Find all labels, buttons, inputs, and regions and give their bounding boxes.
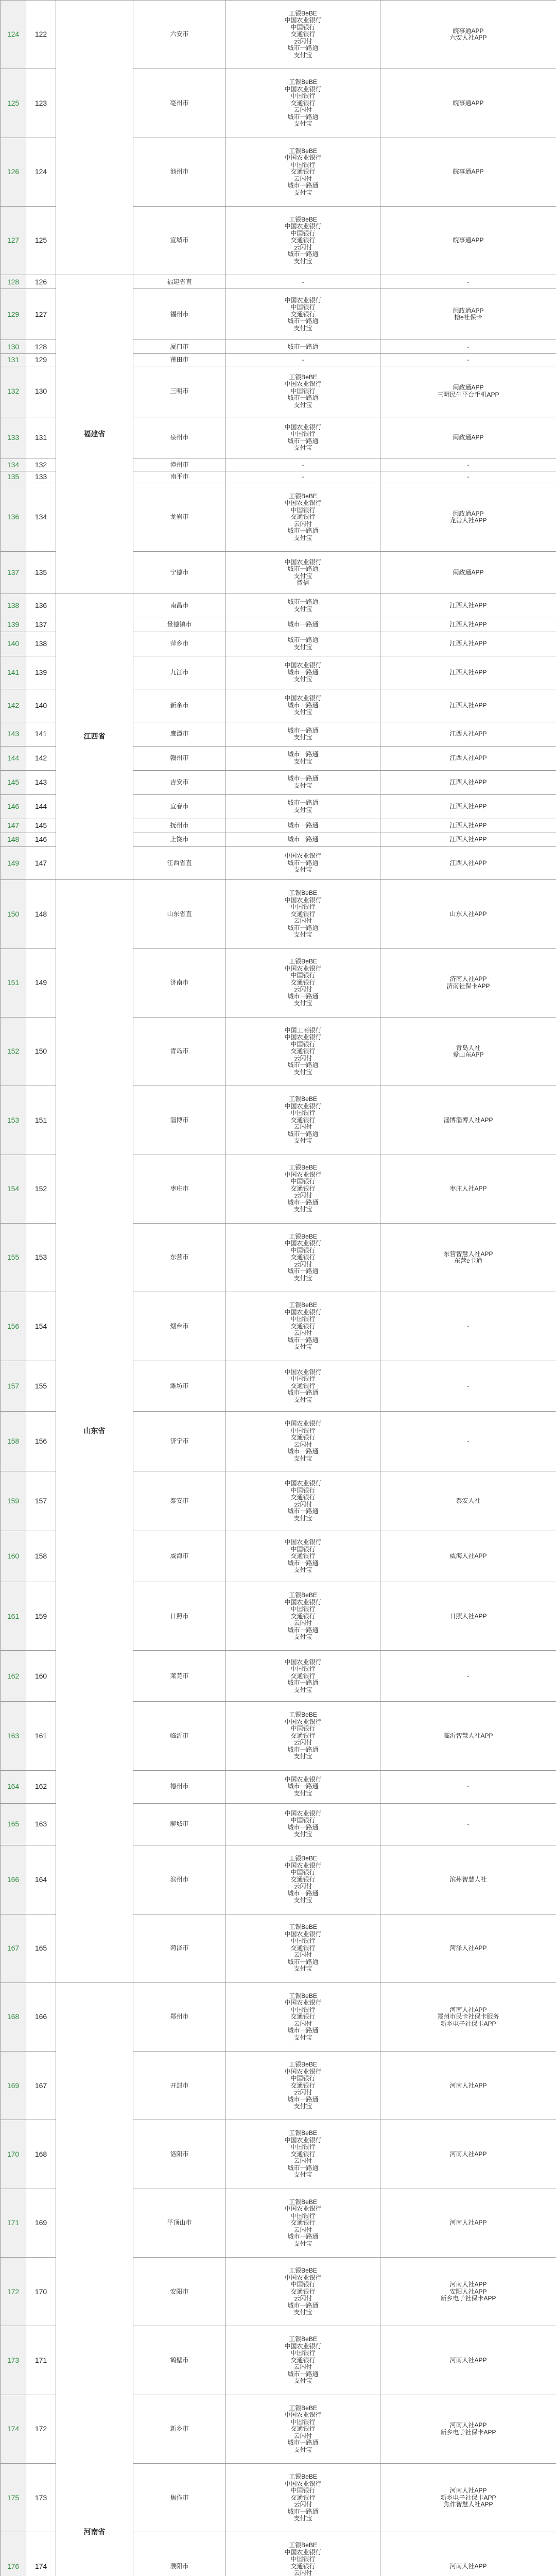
sequence-cell: 153 [26, 1223, 56, 1292]
channels-cell: 城市一路通 [225, 833, 380, 847]
city-cell: 郑州市 [133, 1982, 226, 2052]
app-cell: 威海人社APP [380, 1531, 556, 1582]
row-header[interactable]: 137 [0, 551, 26, 594]
app-cell: - [380, 1803, 556, 1845]
row-header[interactable]: 144 [0, 746, 26, 771]
sequence-cell: 139 [26, 656, 56, 689]
city-cell: 厦门市 [133, 340, 226, 354]
city-cell: 滨州市 [133, 1845, 226, 1914]
sequence-cell: 156 [26, 1411, 56, 1471]
row-header[interactable]: 160 [0, 1531, 26, 1582]
channels-cell: 中国农业银行 中国银行 城市一路通 支付宝 [225, 417, 380, 459]
city-cell: 漳州市 [133, 459, 226, 471]
row-header[interactable]: 130 [0, 340, 26, 354]
city-cell: 莱芜市 [133, 1650, 226, 1702]
row-header[interactable]: 155 [0, 1223, 26, 1292]
row-header[interactable]: 143 [0, 722, 26, 747]
sequence-cell: 164 [26, 1845, 56, 1914]
channels-cell: 工银BeBE 中国农业银行 中国银行 交通银行 云闪付 [225, 2532, 380, 2576]
app-cell: - [380, 1650, 556, 1702]
sequence-cell: 150 [26, 1017, 56, 1086]
sequence-cell: 163 [26, 1803, 56, 1845]
channels-cell: 工银BeBE 中国农业银行 中国银行 交通银行 云闪付 城市一路通 支付宝 [225, 1223, 380, 1292]
sequence-cell: 174 [26, 2532, 56, 2576]
channels-cell: 中国农业银行 中国银行 交通银行 云闪付 城市一路通 支付宝 [225, 1471, 380, 1531]
row-header[interactable]: 126 [0, 138, 26, 207]
row-header[interactable]: 153 [0, 1086, 26, 1155]
row-header[interactable]: 140 [0, 632, 26, 656]
app-cell: 皖事通APP 六安人社APP [380, 0, 556, 69]
channels-cell: 城市一路通 支付宝 [225, 594, 380, 618]
channels-cell: - [225, 353, 380, 366]
app-cell: 河南人社APP [380, 2120, 556, 2189]
row-header[interactable]: 176 [0, 2532, 26, 2576]
row-header[interactable]: 154 [0, 1155, 26, 1224]
app-cell: 江西人社APP [380, 656, 556, 689]
channels-cell: 工银BeBE 中国农业银行 中国银行 交通银行 云闪付 城市一路通 支付宝 [225, 879, 380, 948]
sequence-cell: 123 [26, 69, 56, 138]
row-header[interactable]: 131 [0, 353, 26, 366]
app-cell: 江西人社APP [380, 722, 556, 747]
app-cell: - [380, 1361, 556, 1412]
app-cell: - [380, 471, 556, 483]
row-header[interactable]: 174 [0, 2395, 26, 2464]
city-cell: 潍坊市 [133, 1361, 226, 1412]
app-cell: 江西人社APP [380, 770, 556, 795]
city-cell: 济宁市 [133, 1411, 226, 1471]
row-header[interactable]: 161 [0, 1582, 26, 1651]
channels-cell: 中国农业银行 中国银行 交通银行 城市一路通 支付宝 [225, 1361, 380, 1412]
sequence-cell: 158 [26, 1531, 56, 1582]
city-cell: 威海市 [133, 1531, 226, 1582]
channels-cell: 工银BeBE 中国农业银行 中国银行 城市一路通 支付宝 [225, 366, 380, 417]
sequence-cell: 134 [26, 483, 56, 552]
sequence-cell: 154 [26, 1292, 56, 1361]
app-cell: 东营智慧人社APP 东营e卡通 [380, 1223, 556, 1292]
row-header[interactable]: 124 [0, 0, 26, 69]
row-header[interactable]: 145 [0, 770, 26, 795]
city-cell: 山东省直 [133, 879, 226, 948]
city-cell: 洛阳市 [133, 2120, 226, 2189]
row-header[interactable]: 163 [0, 1701, 26, 1770]
app-cell: 河南人社APP [380, 2326, 556, 2395]
row-header[interactable]: 139 [0, 618, 26, 632]
app-cell: 淄博淄博人社APP [380, 1086, 556, 1155]
sequence-cell: 166 [26, 1982, 56, 2052]
city-cell: 菏泽市 [133, 1914, 226, 1983]
channels-cell: 工银BeBE 中国农业银行 中国银行 交通银行 云闪付 城市一路通 支付宝 [225, 0, 380, 69]
app-cell: 菏泽人社APP [380, 1914, 556, 1983]
app-cell: - [380, 1292, 556, 1361]
row-header[interactable]: 157 [0, 1361, 26, 1412]
channels-cell: 城市一路通 [225, 340, 380, 354]
row-header[interactable]: 173 [0, 2326, 26, 2395]
city-cell: 平顶山市 [133, 2189, 226, 2258]
channels-cell: 工银BeBE 中国农业银行 中国银行 交通银行 云闪付 城市一路通 支付宝 [225, 1982, 380, 2052]
city-cell: 南平市 [133, 471, 226, 483]
sequence-cell: 130 [26, 366, 56, 417]
row-header[interactable]: 129 [0, 289, 26, 340]
app-cell: 江西人社APP [380, 594, 556, 618]
app-cell: 日照人社APP [380, 1582, 556, 1651]
app-cell: 皖事通APP [380, 206, 556, 275]
city-cell: 濮阳市 [133, 2532, 226, 2576]
sequence-cell: 127 [26, 289, 56, 340]
channels-cell: 中国农业银行 城市一路通 支付宝 [225, 689, 380, 722]
sequence-cell: 128 [26, 340, 56, 354]
sequence-cell: 161 [26, 1701, 56, 1770]
city-cell: 新余市 [133, 689, 226, 722]
channels-cell: 工银BeBE 中国农业银行 中国银行 交通银行 云闪付 城市一路通 支付宝 [225, 1914, 380, 1983]
province-cell: 河南省 [56, 1982, 133, 2576]
sequence-cell: 129 [26, 353, 56, 366]
app-cell: 河南人社APP 安阳人社APP 新乡电子社保卡APP [380, 2257, 556, 2326]
row-header[interactable]: 141 [0, 656, 26, 689]
row-header[interactable]: 166 [0, 1845, 26, 1914]
app-cell: 皖事通APP [380, 138, 556, 207]
city-cell: 景德镇市 [133, 618, 226, 632]
city-cell: 宜春市 [133, 794, 226, 819]
row-header[interactable]: 172 [0, 2257, 26, 2326]
row-header[interactable]: 138 [0, 594, 26, 618]
city-cell: 枣庄市 [133, 1155, 226, 1224]
city-cell: 宁德市 [133, 551, 226, 594]
row-header[interactable]: 147 [0, 819, 26, 833]
sequence-cell: 122 [26, 0, 56, 69]
channels-cell: 城市一路通 [225, 819, 380, 833]
city-cell: 龙岩市 [133, 483, 226, 552]
app-cell: - [380, 353, 556, 366]
city-cell: 淄博市 [133, 1086, 226, 1155]
city-cell: 亳州市 [133, 69, 226, 138]
city-cell: 江西省直 [133, 846, 226, 880]
app-cell: 江西人社APP [380, 819, 556, 833]
sequence-cell: 145 [26, 819, 56, 833]
sequence-cell: 144 [26, 794, 56, 819]
city-cell: 聊城市 [133, 1803, 226, 1845]
sequence-cell: 170 [26, 2257, 56, 2326]
city-cell: 鹰潭市 [133, 722, 226, 747]
row-header[interactable]: 170 [0, 2120, 26, 2189]
sequence-cell: 152 [26, 1155, 56, 1224]
sequence-cell: 162 [26, 1770, 56, 1804]
app-cell: - [380, 1770, 556, 1804]
app-cell: 闽政通APP 三明民生平台手机APP [380, 366, 556, 417]
row-header[interactable]: 175 [0, 2463, 26, 2532]
row-header[interactable]: 127 [0, 206, 26, 275]
channels-cell: - [225, 275, 380, 289]
city-cell: 三明市 [133, 366, 226, 417]
channels-cell: 工银BeBE 中国农业银行 中国银行 交通银行 云闪付 城市一路通 支付宝 [225, 2257, 380, 2326]
sequence-cell: 171 [26, 2326, 56, 2395]
app-cell: 枣庄人社APP [380, 1155, 556, 1224]
sequence-cell: 146 [26, 833, 56, 847]
city-cell: 南昌市 [133, 594, 226, 618]
province-cell: 山东省 [56, 879, 133, 1983]
app-cell: - [380, 275, 556, 289]
app-cell: 山东人社APP [380, 879, 556, 948]
city-cell: 泉州市 [133, 417, 226, 459]
city-cell: 吉安市 [133, 770, 226, 795]
channels-cell: 工银BeBE 中国农业银行 中国银行 交通银行 云闪付 城市一路通 支付宝 [225, 1292, 380, 1361]
channels-cell: 工银BeBE 中国农业银行 中国银行 交通银行 云闪付 城市一路通 支付宝 [225, 1582, 380, 1651]
app-cell: 济南人社APP 济南社保卡APP [380, 948, 556, 1018]
channels-cell: 工银BeBE 中国农业银行 中国银行 交通银行 云闪付 城市一路通 支付宝 [225, 1701, 380, 1770]
row-header[interactable]: 133 [0, 417, 26, 459]
app-cell: 河南人社APP [380, 2532, 556, 2576]
sequence-cell: 169 [26, 2189, 56, 2258]
row-header[interactable]: 148 [0, 833, 26, 847]
row-header[interactable]: 164 [0, 1770, 26, 1804]
app-cell: 青岛人社 爱山东APP [380, 1017, 556, 1086]
channels-cell: 中国农业银行 城市一路通 支付宝 微信 [225, 551, 380, 594]
channels-cell: 中国农业银行 中国银行 交通银行 城市一路通 支付宝 [225, 289, 380, 340]
row-header[interactable]: 125 [0, 69, 26, 138]
app-cell: 江西人社APP [380, 746, 556, 771]
province-cell: 福建省 [56, 275, 133, 594]
channels-cell: 工银BeBE 中国农业银行 中国银行 交通银行 云闪付 城市一路通 支付宝 [225, 206, 380, 275]
city-cell: 六安市 [133, 0, 226, 69]
app-cell: 江西人社APP [380, 618, 556, 632]
city-cell: 抚州市 [133, 819, 226, 833]
city-cell: 新乡市 [133, 2395, 226, 2464]
app-cell: 滨州智慧人社 [380, 1845, 556, 1914]
sequence-cell: 149 [26, 948, 56, 1018]
city-cell: 安阳市 [133, 2257, 226, 2326]
channels-cell: 中国农业银行 城市一路通 支付宝 [225, 656, 380, 689]
channels-cell: - [225, 471, 380, 483]
row-header[interactable]: 135 [0, 471, 26, 483]
sequence-cell: 138 [26, 632, 56, 656]
app-cell: - [380, 340, 556, 354]
row-header[interactable]: 146 [0, 794, 26, 819]
app-cell: 江西人社APP [380, 632, 556, 656]
app-cell: 泰安人社 [380, 1471, 556, 1531]
channels-cell: 中国农业银行 中国银行 交通银行 云闪付 城市一路通 支付宝 [225, 1411, 380, 1471]
sequence-cell: 131 [26, 417, 56, 459]
province-cell-blank [56, 0, 133, 275]
row-header[interactable]: 156 [0, 1292, 26, 1361]
app-cell: 江西人社APP [380, 794, 556, 819]
sequence-cell: 136 [26, 594, 56, 618]
row-header[interactable]: 134 [0, 459, 26, 471]
channels-cell: 工银BeBE 中国农业银行 中国银行 交通银行 云闪付 城市一路通 支付宝 [225, 1845, 380, 1914]
app-cell: 江西人社APP [380, 833, 556, 847]
channels-cell: 工银BeBE 中国农业银行 中国银行 交通银行 云闪付 城市一路通 支付宝 [225, 69, 380, 138]
app-cell: 闽政通APP [380, 551, 556, 594]
sequence-cell: 141 [26, 722, 56, 747]
app-cell: 江西人社APP [380, 846, 556, 880]
province-cell: 江西省 [56, 594, 133, 880]
city-cell: 泰安市 [133, 1471, 226, 1531]
row-header[interactable]: 136 [0, 483, 26, 552]
city-cell: 池州市 [133, 138, 226, 207]
row-header[interactable]: 158 [0, 1411, 26, 1471]
sequence-cell: 147 [26, 846, 56, 880]
sequence-cell: 133 [26, 471, 56, 483]
sequence-cell: 135 [26, 551, 56, 594]
channels-cell: 城市一路通 支付宝 [225, 770, 380, 795]
city-cell: 莆田市 [133, 353, 226, 366]
sequence-cell: 157 [26, 1471, 56, 1531]
channels-cell: 工银BeBE 中国农业银行 中国银行 交通银行 云闪付 城市一路通 支付宝 [225, 2395, 380, 2464]
sequence-cell: 172 [26, 2395, 56, 2464]
sequence-cell: 173 [26, 2463, 56, 2532]
app-cell: 江西人社APP [380, 689, 556, 722]
city-cell: 临沂市 [133, 1701, 226, 1770]
app-cell: 闽政通APP 龙岩人社APP [380, 483, 556, 552]
channels-cell: 城市一路通 支付宝 [225, 746, 380, 771]
row-header[interactable]: 165 [0, 1803, 26, 1845]
sequence-cell: 160 [26, 1650, 56, 1702]
row-header[interactable]: 142 [0, 689, 26, 722]
app-cell: - [380, 1411, 556, 1471]
channels-cell: 工银BeBE 中国农业银行 中国银行 交通银行 云闪付 城市一路通 支付宝 [225, 1086, 380, 1155]
sequence-cell: 151 [26, 1086, 56, 1155]
channels-cell: 工银BeBE 中国农业银行 中国银行 交通银行 云闪付 城市一路通 支付宝 [225, 2463, 380, 2532]
channels-cell: 工银BeBE 中国农业银行 中国银行 交通银行 云闪付 城市一路通 支付宝 [225, 2189, 380, 2258]
channels-cell: 工银BeBE 中国农业银行 中国银行 交通银行 云闪付 城市一路通 支付宝 [225, 2051, 380, 2120]
row-header[interactable]: 171 [0, 2189, 26, 2258]
row-header[interactable]: 159 [0, 1471, 26, 1531]
app-cell: 河南人社APP 郑州市民卡社保卡服务 新乡电子社保卡APP [380, 1982, 556, 2052]
sequence-cell: 143 [26, 770, 56, 795]
row-header[interactable]: 162 [0, 1650, 26, 1702]
sequence-cell: 126 [26, 275, 56, 289]
channels-cell: 中国农业银行 中国银行 城市一路通 支付宝 [225, 1803, 380, 1845]
channels-cell: 中国农业银行 城市一路通 支付宝 [225, 846, 380, 880]
sequence-cell: 142 [26, 746, 56, 771]
channels-cell: 城市一路通 支付宝 [225, 794, 380, 819]
channels-cell: 工银BeBE 中国农业银行 中国银行 交通银行 云闪付 城市一路通 支付宝 [225, 483, 380, 552]
channels-cell: - [225, 459, 380, 471]
city-cell: 德州市 [133, 1770, 226, 1804]
channels-cell: 工银BeBE 中国农业银行 中国银行 交通银行 云闪付 城市一路通 支付宝 [225, 138, 380, 207]
city-cell: 福建省直 [133, 275, 226, 289]
sequence-cell: 132 [26, 459, 56, 471]
row-header[interactable]: 152 [0, 1017, 26, 1086]
channels-cell: 中国农业银行 城市一路通 支付宝 [225, 1770, 380, 1804]
city-cell: 济南市 [133, 948, 226, 1018]
sequence-cell: 159 [26, 1582, 56, 1651]
row-header[interactable]: 150 [0, 879, 26, 948]
row-header[interactable]: 169 [0, 2051, 26, 2120]
sequence-cell: 148 [26, 879, 56, 948]
sequence-cell: 125 [26, 206, 56, 275]
channels-cell: 工银BeBE 中国农业银行 中国银行 交通银行 云闪付 城市一路通 支付宝 [225, 1155, 380, 1224]
row-header[interactable]: 149 [0, 846, 26, 880]
sequence-cell: 165 [26, 1914, 56, 1983]
sequence-cell: 167 [26, 2051, 56, 2120]
city-cell: 上饶市 [133, 833, 226, 847]
sequence-cell: 168 [26, 2120, 56, 2189]
app-cell: 闽政通APP 榕e社保卡 [380, 289, 556, 340]
city-cell: 福州市 [133, 289, 226, 340]
city-cell: 日照市 [133, 1582, 226, 1651]
city-cell: 东营市 [133, 1223, 226, 1292]
sequence-cell: 140 [26, 689, 56, 722]
city-cell: 开封市 [133, 2051, 226, 2120]
channels-cell: 中国农业银行 中国银行 交通银行 城市一路通 支付宝 [225, 1531, 380, 1582]
city-cell: 青岛市 [133, 1017, 226, 1086]
row-header[interactable]: 128 [0, 275, 26, 289]
sequence-cell: 137 [26, 618, 56, 632]
city-cell: 萍乡市 [133, 632, 226, 656]
city-cell: 烟台市 [133, 1292, 226, 1361]
city-cell: 赣州市 [133, 746, 226, 771]
city-cell: 鹤壁市 [133, 2326, 226, 2395]
app-cell: 河南人社APP [380, 2051, 556, 2120]
row-header[interactable]: 132 [0, 366, 26, 417]
app-cell: 皖事通APP [380, 69, 556, 138]
app-cell: 闽政通APP [380, 417, 556, 459]
app-cell: - [380, 459, 556, 471]
app-cell: 河南人社APP 新乡电子社保卡APP 焦作智慧人社APP [380, 2463, 556, 2532]
row-header[interactable]: 151 [0, 948, 26, 1018]
channels-cell: 城市一路通 支付宝 [225, 722, 380, 747]
channels-cell: 工银BeBE 中国农业银行 中国银行 交通银行 云闪付 城市一路通 支付宝 [225, 948, 380, 1018]
app-cell: 河南人社APP [380, 2189, 556, 2258]
city-cell: 宣城市 [133, 206, 226, 275]
city-cell: 焦作市 [133, 2463, 226, 2532]
channels-cell: 中国工商银行 中国农业银行 中国银行 交通银行 云闪付 城市一路通 支付宝 [225, 1017, 380, 1086]
app-cell: 临沂智慧人社APP [380, 1701, 556, 1770]
sequence-cell: 124 [26, 138, 56, 207]
city-cell: 九江市 [133, 656, 226, 689]
app-cell: 河南人社APP 新乡电子社保卡APP [380, 2395, 556, 2464]
channels-cell: 城市一路通 [225, 618, 380, 632]
channels-cell: 工银BeBE 中国农业银行 中国银行 交通银行 云闪付 城市一路通 支付宝 [225, 2120, 380, 2189]
channels-cell: 城市一路通 支付宝 [225, 632, 380, 656]
channels-cell: 中国农业银行 中国银行 交通银行 城市一路通 支付宝 [225, 1650, 380, 1702]
channels-cell: 工银BeBE 中国农业银行 中国银行 交通银行 云闪付 城市一路通 支付宝 [225, 2326, 380, 2395]
row-header[interactable]: 167 [0, 1914, 26, 1983]
row-header[interactable]: 168 [0, 1982, 26, 2052]
sequence-cell: 155 [26, 1361, 56, 1412]
